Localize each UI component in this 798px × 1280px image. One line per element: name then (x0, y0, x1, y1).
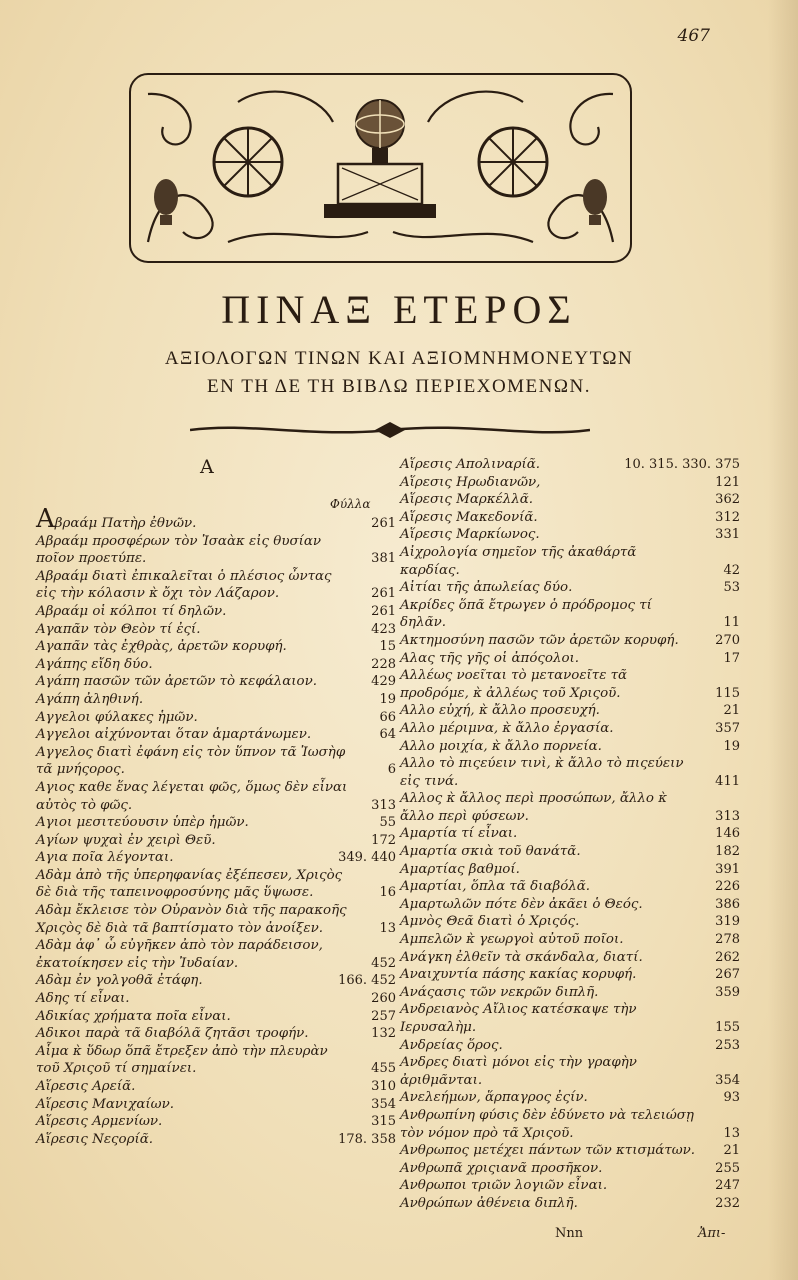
index-entry (400, 1037, 740, 1055)
entry-text: Ανθρωπᾶ χριςιανᾶ προσῆκον. (400, 1160, 603, 1176)
index-entry (400, 1195, 740, 1213)
entry-page-number: 146 (715, 826, 740, 842)
entry-text: Αγίων ψυχαὶ ἐν χειρὶ Θεῦ. (36, 832, 216, 848)
entry-page-number: 313 (371, 797, 396, 813)
index-entry (36, 621, 396, 639)
urn-left-icon (154, 179, 178, 225)
entry-page-number: 178. 358 (338, 1131, 396, 1147)
entry-page-number: 423 (371, 621, 396, 637)
entry-page-number: 121 (715, 474, 740, 490)
entry-text: Αμνὸς Θεᾶ διατὶ ὁ Χριςός. (400, 914, 580, 930)
index-entry (36, 568, 396, 603)
index-entry (36, 744, 396, 779)
entry-text: Αβραάμ οἱ κόλποι τί δηλῶν. (36, 603, 227, 619)
entry-text: Αδὰμ ἀφ᾽ ὧ εὐγῆκεν ἀπὸ τὸν παράδεισον, ἐκατοίκησεν εἰς τὴν Ἰυδαίαν. (36, 938, 323, 971)
index-entry (36, 603, 396, 621)
index-entry (400, 825, 740, 843)
entry-text: Αἵρεσις Απολιναρίᾶ. (400, 457, 541, 472)
entry-text: Ακτημοσύνη πασῶν τῶν ἀρετῶν κορυφή. (400, 632, 679, 648)
entry-text: Αἵρεσις Μανιχαίων. (36, 1096, 174, 1112)
index-entry (400, 509, 740, 527)
entry-page-number: 354 (715, 1072, 740, 1088)
entry-text: Αλλο τὸ πιςεύειν τινὶ, κ̀ ἄλλο τὸ πιςεύειν εἰς τινά. (400, 756, 684, 789)
entry-page-number: 255 (715, 1160, 740, 1176)
entry-page-number: 270 (715, 632, 740, 648)
entry-text: Αδικοι παρὰ τᾶ διαβόλᾶ ζητᾶσι τροφήν. (36, 1026, 309, 1042)
entry-text: Ανθρώπων ἀθένεια διπλῆ. (400, 1195, 578, 1211)
entry-page-number: 11 (723, 615, 740, 631)
entry-text: Αἰχρολογία σημεῖον τῆς ἀκαθάρτᾶ καρδίας. (400, 544, 637, 578)
index-entry (400, 966, 740, 984)
catchword: Ἀπι- (698, 1226, 726, 1241)
entry-page-number: 391 (715, 861, 740, 877)
entry-text: Αμαρτίας βαθμοί. (400, 861, 520, 877)
entry-page-number: 21 (723, 703, 740, 719)
entry-text: Αγγελος διατὶ ἐφάνη εἰς τὸν ὕπνον τᾶ Ἰωσὴφ τᾶ μνήςορος. (36, 744, 346, 778)
entry-page-number: 182 (715, 844, 740, 860)
entry-text: Ανδρειανὸς Αἴλιος κατέσκαψε τὴν Ιερυσαλὴμ. (400, 1002, 637, 1035)
index-entry (400, 896, 740, 914)
index-entry (400, 1107, 740, 1142)
index-entry (400, 597, 740, 632)
entry-text: Αδὰμ ἀπὸ τῆς ὑπερηφανίας ἐξέπεσεν, Χριςὸς δὲ διὰ τῆς ταπεινοφροσύνης μᾶς ὕψωσε. (36, 867, 343, 901)
index-entry (36, 726, 396, 744)
index-entry (36, 1113, 396, 1131)
entry-page-number: 359 (715, 984, 740, 1000)
entry-text: Αἵρεσις Αρμενίων. (36, 1114, 163, 1130)
entry-page-number: 260 (371, 991, 396, 1007)
index-entry (36, 533, 396, 568)
entry-text: Αβραάμ προσφέρων τὸν Ἰσαὰκ εἰς θυσίαν ποῖον προετύπε. (36, 533, 322, 567)
entry-page-number: 357 (715, 720, 740, 736)
entry-text: Αγαπᾶν τὰς ἐχθρὰς, ἀρετῶν κορυφή. (36, 639, 287, 655)
entry-page-number: 349. 440 (338, 850, 396, 866)
decorative-rule (190, 418, 590, 442)
index-entry (36, 673, 396, 691)
entry-text: Αμαρτίαι, ὅπλα τᾶ διαβόλᾶ. (400, 879, 591, 895)
entry-text: Αδὰμ ἐν γολγοθᾶ ἐτάφη. (36, 973, 203, 989)
entry-text: Ανθρωπος μετέχει πάντων τῶν κτισμάτων. (400, 1143, 696, 1159)
index-entry (400, 1054, 740, 1089)
entry-page-number: 21 (723, 1143, 740, 1159)
entry-text: Ανάςασις τῶν νεκρῶν διπλῆ. (400, 984, 599, 1000)
entry-page-number: 132 (371, 1026, 396, 1042)
index-column-right (400, 456, 740, 1213)
index-entry (400, 1160, 740, 1178)
entry-text: Αμαρτία σκιὰ τοῦ θανάτᾶ. (400, 844, 581, 860)
entry-page-number: 17 (723, 650, 740, 666)
entry-page-number: 226 (715, 879, 740, 895)
index-entry (36, 1131, 396, 1149)
entry-text: Αναιχυντία πάσης κακίας κορυφή. (400, 967, 637, 983)
entry-text: Ανελεήμων, ἅρπαγρος ἐςίν. (400, 1090, 588, 1106)
entry-text: Ανθρωποι τριῶν λογιῶν εἶναι. (400, 1178, 608, 1194)
entry-page-number: 411 (715, 773, 740, 789)
entry-page-number: 155 (715, 1020, 740, 1035)
entry-page-number: 310 (371, 1079, 396, 1094)
entry-text: Αἵρεσις Μακεδονίᾶ. (400, 509, 538, 525)
headpiece-ornament (128, 72, 633, 264)
index-entry (400, 1142, 740, 1160)
entry-page-number: 19 (723, 738, 740, 754)
entry-text: Ανδρείας ὅρος. (400, 1037, 503, 1053)
index-entry (36, 814, 396, 832)
entry-text: Ανδρες διατὶ μόνοι εἰς τὴν γραφὴν ἀριθμᾶνται. (400, 1055, 637, 1088)
index-entry (400, 949, 740, 967)
entry-page-number: 115 (715, 685, 740, 701)
entry-text: Ανθρωπίνη φύσις δὲν ἐδύνετο νὰ τελειώσῃ τὸν νόμον πρὸ τᾶ Χριςοῦ. (400, 1107, 694, 1141)
entry-text: Αγιοι μεσιτεύουσιν ὑπὲρ ἡμῶν. (36, 815, 249, 831)
index-entry (36, 638, 396, 656)
entry-page-number: 15 (379, 639, 396, 655)
entry-text: Αἵρεσις Ηρωδιανῶν, (400, 474, 541, 490)
index-entry (400, 702, 740, 720)
entry-text: Αμαρτία τί εἶναι. (400, 826, 518, 842)
entry-page-number: 13 (379, 920, 396, 936)
entry-page-number: 93 (723, 1090, 740, 1106)
entry-page-number: 261 (371, 603, 396, 619)
index-entry (400, 667, 740, 702)
entry-page-number: 66 (379, 709, 396, 725)
entry-page-number: 42 (723, 562, 740, 578)
entry-page-number: 13 (723, 1125, 740, 1141)
entry-text: Αἰτίαι τῆς ἀπωλείας δύο. (400, 580, 573, 596)
entry-text: Αλλο εὐχή, κ̀ ἄλλο προσευχή. (400, 703, 600, 719)
entry-page-number: 232 (715, 1195, 740, 1211)
index-entry (400, 931, 740, 949)
index-entry (36, 902, 396, 937)
entry-text: Αβραάμ διατὶ ἐπικαλεῖται ὁ πλέσιος ὦντας εἰς τὴν κόλασιν κ̀ ὄχι τὸν Λάζαρον. (36, 568, 332, 602)
entry-page-number: 10. 315. 330. 375 (624, 457, 740, 472)
entry-text: Αλλο μοιχία, κ̀ ἄλλο πορνεία. (400, 738, 602, 754)
entry-text: Αἵρεσις Νεςορίᾶ. (36, 1131, 154, 1147)
index-entry (400, 861, 740, 879)
index-entry (400, 579, 740, 597)
entry-page-number: 16 (379, 885, 396, 901)
index-entry (36, 832, 396, 850)
entry-page-number: 312 (715, 509, 740, 525)
index-entry (400, 720, 740, 738)
entry-page-number: 172 (371, 832, 396, 848)
entry-page-number: 247 (715, 1178, 740, 1194)
signature-mark: Nnn (555, 1226, 584, 1241)
section-letter: Α (200, 456, 214, 478)
entry-page-number: 331 (715, 527, 740, 543)
globe-icon (324, 100, 436, 218)
entry-text: Αγάπης εἴδη δύο. (36, 656, 153, 672)
index-entry (36, 867, 396, 902)
entry-text: Αγαπᾶν τὸν Θεὸν τί ἐςί. (36, 621, 201, 637)
entry-page-number: 429 (371, 674, 396, 690)
index-entry (400, 755, 740, 790)
wreath-left-icon (214, 128, 282, 196)
index-entry (36, 1043, 396, 1078)
sheet-label: Φύλλα (330, 497, 371, 511)
index-entry (400, 526, 740, 544)
index-entry (36, 937, 396, 972)
entry-text: Αγάπη ἀληθινή. (36, 691, 144, 707)
entry-page-number: 64 (379, 727, 396, 743)
entry-text: Αγγελοι φύλακες ἡμῶν. (36, 709, 198, 725)
urn-right-icon (583, 179, 607, 225)
entry-text: Αδὰμ ἔκλεισε τὸν Οὐρανὸν διὰ τῆς παρακοῆς Χριςὸς δὲ διὰ τᾶ βαπτίσματο τὸν ἀνοίξεν. (36, 903, 347, 936)
entry-text: Ακρίδες ὅπᾶ ἔτρωγεν ὁ πρόδρομος τί δηλᾶν. (400, 597, 652, 631)
index-entry (36, 779, 396, 814)
entry-page-number: 381 (371, 551, 396, 567)
entry-text: Αδης τί εἶναι. (36, 991, 130, 1007)
index-entry (36, 1008, 396, 1026)
index-entry (36, 972, 396, 990)
entry-text: Αἷμα κ̀ ὕδωρ ὅπᾶ ἔτρεξεν ἀπὸ τὴν πλευρὰν τοῦ Χριςοῦ τί σημαίνει. (36, 1043, 328, 1077)
index-entry (400, 632, 740, 650)
index-entry (400, 1177, 740, 1195)
index-entry (400, 984, 740, 1002)
entry-page-number: 386 (715, 896, 740, 912)
entry-page-number: 313 (715, 808, 740, 824)
entry-page-number: 354 (371, 1096, 396, 1112)
entry-text: Αδικίας χρήματα ποῖα εἶναι. (36, 1008, 231, 1024)
entry-page-number: 228 (371, 656, 396, 672)
index-entry (36, 709, 396, 727)
entry-page-number: 261 (371, 586, 396, 602)
wreath-right-icon (479, 128, 547, 196)
entry-text: Αμπελῶν κ̀ γεωργοὶ αὐτοῦ ποῖοι. (400, 932, 624, 948)
entry-text: Αλλο μέριμνα, κ̀ ἄλλο ἐργασία. (400, 720, 614, 736)
entry-text: Αλλος κ̀ ἄλλος περὶ προσώπων, ἄλλο κ̀ ἄλλο περὶ φύσεων. (400, 791, 667, 824)
index-entry (400, 738, 740, 756)
index-entry (400, 456, 740, 474)
index-entry (400, 843, 740, 861)
entry-page-number: 262 (715, 949, 740, 965)
entry-text: Αλας τῆς γῆς οἱ ἀπόςολοι. (400, 650, 580, 666)
entry-page-number: 257 (371, 1008, 396, 1024)
entry-page-number: 253 (715, 1037, 740, 1053)
index-entry (36, 1096, 396, 1114)
entry-text: Αλλέως νοεῖται τὸ μετανοεῖτε τᾶ προδρόμε, κ̀ ἀλλέως τοῦ Χριςοῦ. (400, 668, 628, 701)
page-edge-shadow (768, 0, 798, 1280)
entry-page-number: 455 (371, 1061, 396, 1077)
entry-page-number: 261 (371, 516, 396, 531)
entry-page-number: 319 (715, 914, 740, 930)
index-entry (400, 913, 740, 931)
index-entry (400, 650, 740, 668)
index-entry (400, 1089, 740, 1107)
entry-text: Αἵρεσις Μαρκίωνος. (400, 527, 540, 543)
entry-text: Αἵρεσις Μαρκέλλᾶ. (400, 492, 533, 508)
entry-page-number: 166. 452 (338, 973, 396, 989)
entry-text: Αἵρεσις Αρείᾶ. (36, 1079, 136, 1094)
entry-text: Αγγελοι αἰχύνονται ὅταν ἁμαρτάνωμεν. (36, 727, 312, 743)
entry-text: Αβραάμ Πατὴρ ἐθνῶν. (36, 504, 197, 534)
index-entry (36, 691, 396, 709)
index-entry (400, 790, 740, 825)
entry-text: Αμαρτωλῶν πότε δὲν ἀκᾶει ὁ Θεός. (400, 896, 643, 912)
entry-page-number: 278 (715, 932, 740, 948)
entry-page-number: 19 (379, 691, 396, 707)
index-entry (400, 491, 740, 509)
index-entry (36, 656, 396, 674)
index-entry (36, 990, 396, 1008)
index-entry (400, 1001, 740, 1036)
entry-page-number: 267 (715, 967, 740, 983)
entry-page-number: 53 (723, 580, 740, 596)
index-entry (400, 544, 740, 579)
entry-page-number: 6 (387, 762, 396, 778)
entry-text: Αγιος καθε ἕνας λέγεται φῶς, ὅμως δὲν εἶναι αὐτὸς τὸ φῶς. (36, 779, 348, 813)
entry-page-number: 362 (715, 492, 740, 508)
subtitle-line-1: ΑΞΙΟΛΟΓΩΝ ΤΙΝΩΝ ΚΑΙ ΑΞΙΟΜΝΗΜΟΝΕΥΤΩΝ (164, 348, 634, 369)
index-entry (400, 878, 740, 896)
entry-text: Αγάπη πασῶν τῶν ἀρετῶν τὸ κεφάλαιον. (36, 674, 317, 690)
index-entry (400, 474, 740, 492)
subtitle-line-2: ΕΝ ΤΗ ΔΕ ΤΗ ΒΙΒΛΩ ΠΕΡΙΕΧΟΜΕΝΩΝ. (207, 376, 591, 397)
index-entry (36, 1025, 396, 1043)
page-title: ΠΙΝΑΞ ΕΤΕΡΟΣ (221, 287, 577, 332)
entry-text: Ανάγκη ἐλθεῖν τὰ σκάνδαλα, διατί. (400, 949, 643, 965)
entry-text: Αγια ποῖα λέγονται. (36, 850, 174, 866)
entry-page-number: 315 (371, 1114, 396, 1130)
index-entry (36, 849, 396, 867)
page-number: 467 (677, 26, 710, 46)
entry-page-number: 55 (379, 815, 396, 831)
entry-page-number: 452 (371, 955, 396, 971)
index-entry (36, 1078, 396, 1096)
